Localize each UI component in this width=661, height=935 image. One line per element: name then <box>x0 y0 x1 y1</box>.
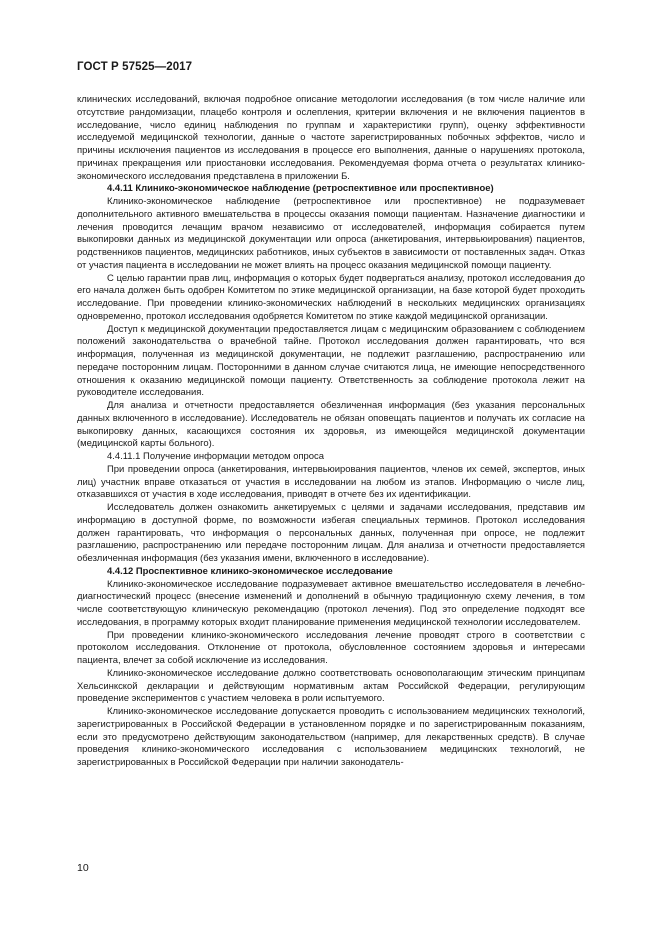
paragraph: Клинико-экономическое исследование должно соответствовать основополагающим этическим принципам Хельсинкской декларации и действующим нормативным актам Российской Федерации, регулирующим проведение экспериментов с участием человека в роли испытуемого. <box>77 667 585 705</box>
subsection-heading: 4.4.11.1 Получение информации методом опроса <box>107 451 325 462</box>
paragraph: Доступ к медицинской документации предоставляется лицам с медицинским образованием с соблюдением положений законодательства о врачебной тайне. Протокол исследования должен гарантировать, что вся информация, полученная из медицинской документации, не подлежит разглашению, распространению или передаче посторонним лицам. Посторонними в данном случае считаются лица, не имеющие непосредственного отношения к оказанию медицинской помощи пациенту. Ответственность за соблюдение протокола лежит на руководителе исследования. <box>77 323 585 399</box>
paragraph: Клинико-экономическое исследование допускается проводить с использованием медицинских технологий, зарегистрированных в Российской Федерации в установленном порядке и по зарегистрированным показаниям, если это предусмотрено действующим законодательством (например, для лекарственных средств). В случае проведения клинико-экономического исследования с использованием медицинских технологий, не зарегистрированных в Российской Федерации при наличии законодатель- <box>77 706 585 768</box>
paragraph: клинических исследований, включая подробное описание методологии исследования (в том числе наличие или отсутствие рандомизации, плацебо контроля и ослепления, критерии включения и не включения пациентов в исследование, число единиц наблюдения по группам и характеристики групп), оценку эффективности исследуемой медицинской технологии, данные о частоте зарегистрированных побочных эффектов, число и причины исключения пациентов из исследования в процессе его выполнения, данные о нарушениях протокола, причинах прекращения или приостановки исследования. Рекомендуемая форма отчета о результатах клинико-экономического исследования представлена в приложении Б. <box>77 94 585 182</box>
document-body <box>77 94 585 770</box>
paragraph: С целью гарантии прав лиц, информация о которых будет подвергаться анализу, протокол исследования до его начала должен быть одобрен Комитетом по этике медицинской организации, на базе которой будет проходить исследование. При проведении клинико-экономических наблюдений в нескольких медицинских организациях одновременно, протокол исследования одобряется Комитетом по этике каждой медицинской организации. <box>77 272 585 322</box>
paragraph: Исследователь должен ознакомить анкетируемых с целями и задачами исследования, представив им информацию в доступной форме, по возможности избегая специальных терминов. Протокол исследования должен гарантировать, что информация о персональных данных, полученная при опросе, не подлежит разглашению, распространению или передаче посторонним лицам. Для анализа и отчетности предоставляется обезличенная информация (без указания имени, включенного в исследование). <box>77 502 585 564</box>
paragraph: При проведении опроса (анкетирования, интервьюирования пациентов, членов их семей, экспертов, иных лиц) участник вправе отказаться от участия в исследовании на любом из этапов. Информацию о числе лиц, отказавшихся от участия в ходе исследования, приводят в отчете без их идентификации. <box>77 463 585 501</box>
section-heading: 4.4.12 Проспективное клинико-экономическое исследование <box>107 565 393 577</box>
paragraph: Для анализа и отчетности предоставляется обезличенная информация (без указания персональных данных включенного в исследование). Исследователь не обязан оповещать пациентов и получать их согласие на выкопировку данных, касающихся состояния их здоровья, из имеющейся медицинской документации (медицинской карты больного). <box>77 400 585 450</box>
paragraph: Клинико-экономическое наблюдение (ретроспективное или проспективное) не подразумевает дополнительного активного вмешательства в процессы оказания помощи пациентам. Назначение диагностики и лечения проводится лечащим врачом независимо от исследователей, информация собирается путем выкопировки данных из медицинской документации или опроса (анкетирования, интервьюирования) пациентов, родственников пациентов, медицинских работников, иных субъектов в зависимости от поставленных задач. Отказ от участия пациента в исследовании не может влиять на процесс оказания медицинской помощи пациенту. <box>77 196 585 271</box>
section-heading: 4.4.11 Клинико-экономическое наблюдение (ретроспективное или проспективное) <box>107 183 494 195</box>
page-number: 10 <box>77 862 89 874</box>
paragraph: Клинико-экономическое исследование подразумевает активное вмешательство исследователя в лечебно-диагностический процесс (внесение изменений и дополнений в обычную традиционную схему лечения, в том числе соответствующую клиническую рекомендацию (протокол лечения). Под это определение подходят все исследования, в программу которых входит планирование применения медицинской технологии исследователем. <box>77 578 585 628</box>
document-header: ГОСТ Р 57525—2017 <box>77 61 193 73</box>
paragraph: При проведении клинико-экономического исследования лечение проводят строго в соответствии с протоколом исследования. Отклонение от протокола, обусловленное состоянием здоровья и интересами пациента, влечет за собой исключение из исследования. <box>77 629 585 666</box>
